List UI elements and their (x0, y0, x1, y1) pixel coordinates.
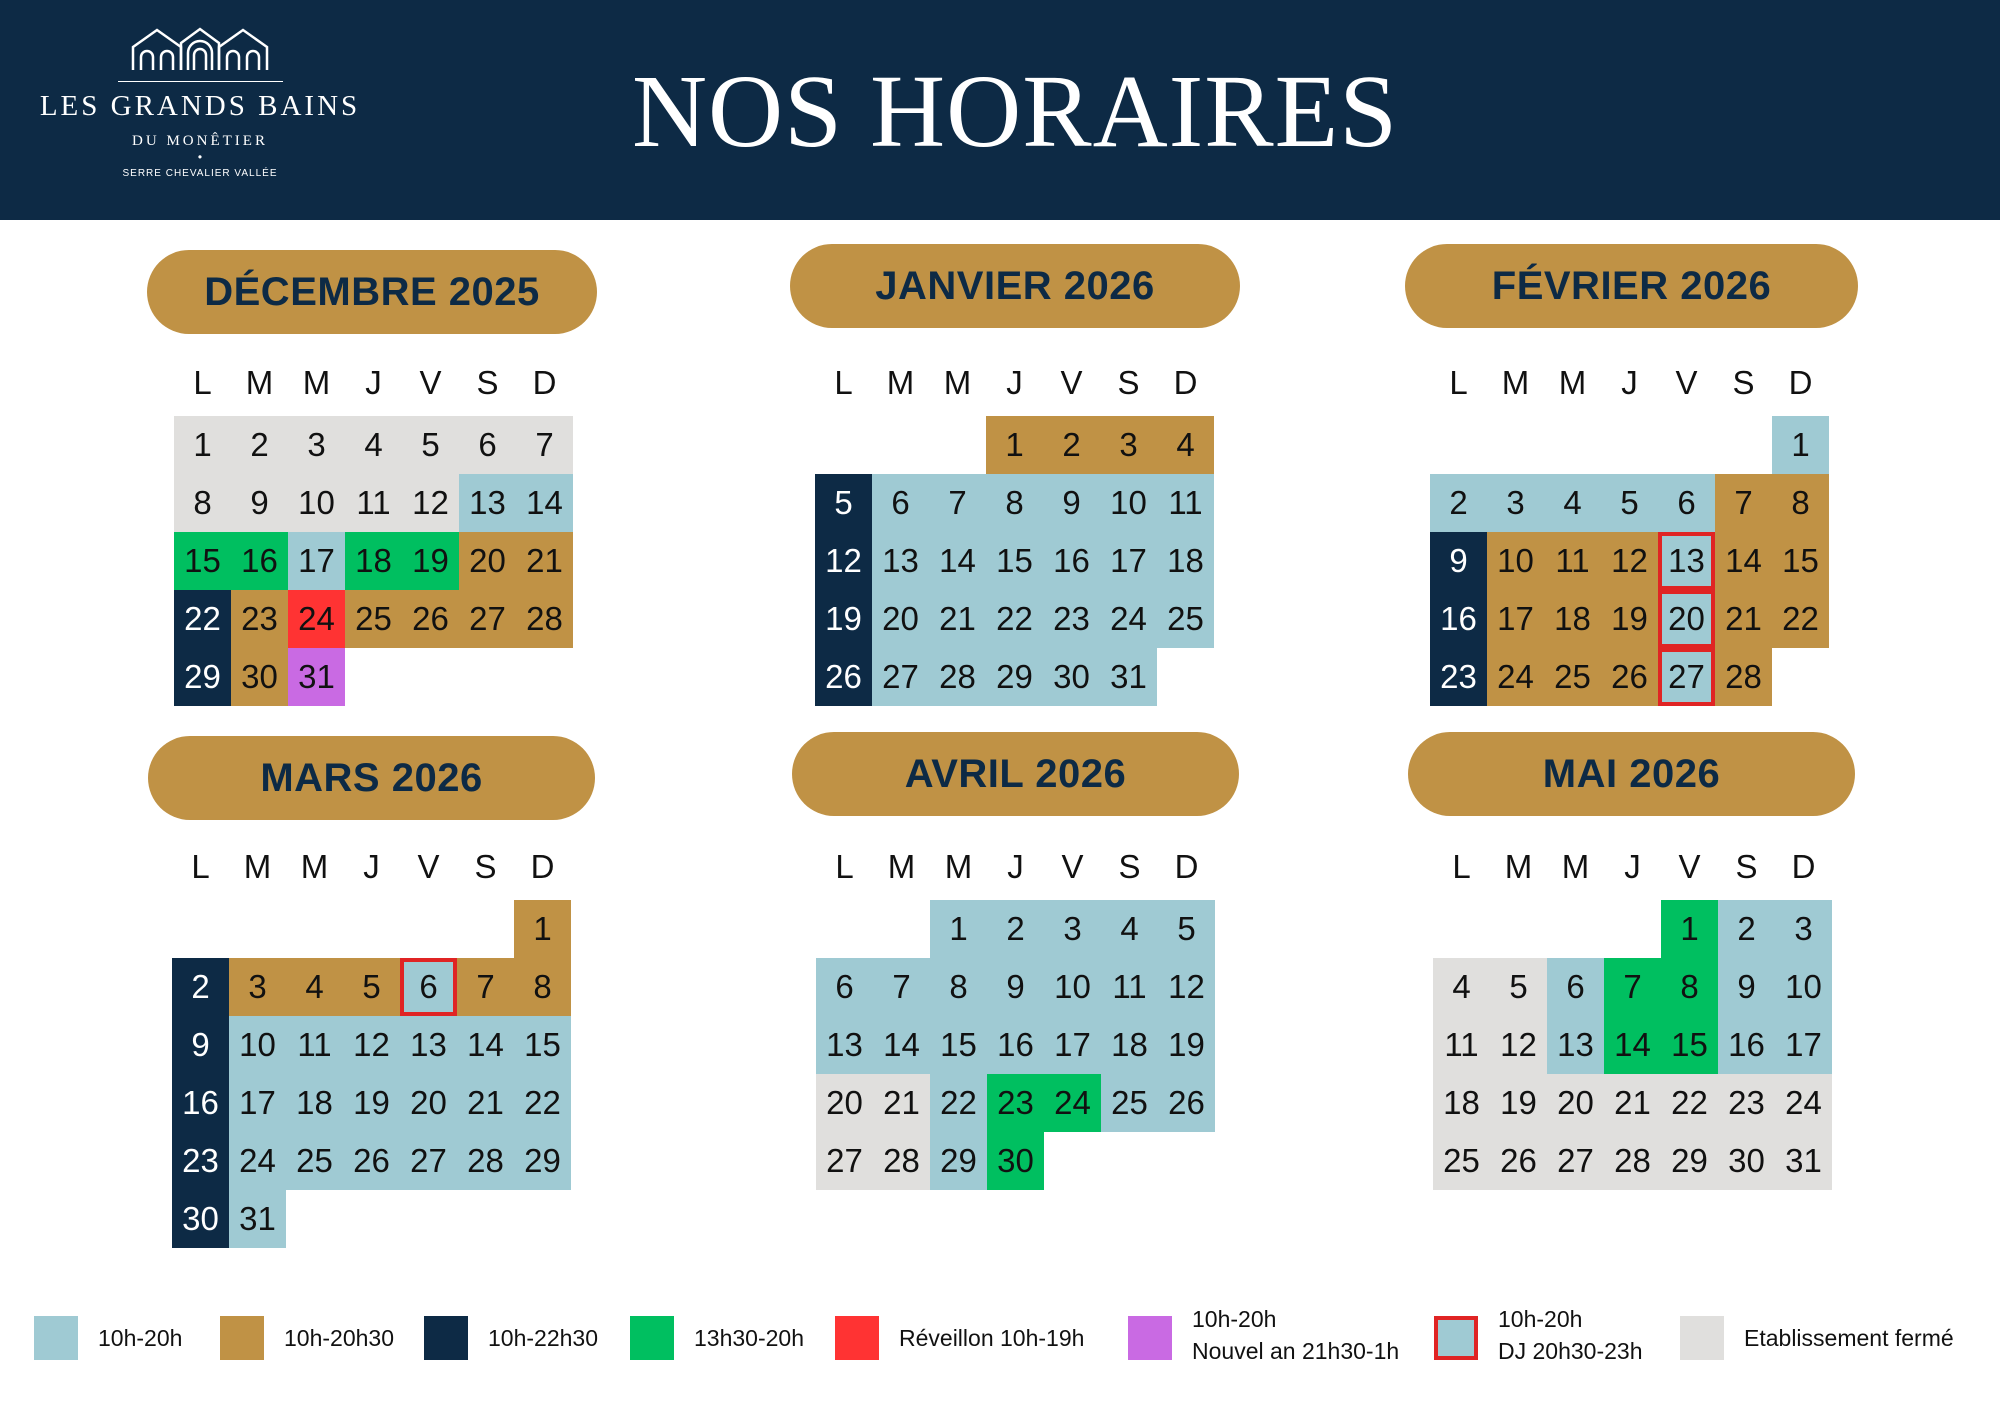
legend-swatch (220, 1316, 264, 1360)
day-cell: 5 (402, 416, 459, 474)
day-cell: 15 (1661, 1016, 1718, 1074)
day-cell: 22 (514, 1074, 571, 1132)
day-cell: 13 (1658, 532, 1715, 590)
day-cell: 2 (1430, 474, 1487, 532)
legend-label: 10h-20h30 (284, 1325, 394, 1351)
weekday-header: D (1788, 364, 1813, 401)
weekday-header: M (1561, 848, 1590, 885)
day-cell: 21 (1715, 590, 1772, 648)
day-cell: 16 (987, 1016, 1044, 1074)
day-cell: 31 (229, 1190, 286, 1248)
day-cell: 21 (516, 532, 573, 590)
day-cell: 4 (1101, 900, 1158, 958)
day-cell: 27 (872, 648, 929, 706)
legend-swatch (1128, 1316, 1172, 1360)
weekday-header: V (1678, 848, 1701, 885)
brand-logo (30, 25, 370, 205)
day-cell: 12 (343, 1016, 400, 1074)
day-cell: 14 (457, 1016, 514, 1074)
weekday-header: V (1061, 848, 1084, 885)
day-cell: 8 (930, 958, 987, 1016)
day-cell: 8 (986, 474, 1043, 532)
day-cell: 5 (1490, 958, 1547, 1016)
weekday-header: L (191, 848, 210, 885)
legend (0, 1300, 2000, 1390)
day-cell: 27 (816, 1132, 873, 1190)
weekday-header: M (1558, 364, 1587, 401)
day-cell: 16 (172, 1074, 229, 1132)
weekday-header: J (1006, 364, 1023, 401)
page-title: NOS HORAIRES (631, 54, 1399, 169)
day-cell: 6 (816, 958, 873, 1016)
day-cell: 25 (345, 590, 402, 648)
day-cell: 5 (343, 958, 400, 1016)
day-cell: 28 (929, 648, 986, 706)
weekday-header: S (1735, 848, 1758, 885)
day-cell: 9 (987, 958, 1044, 1016)
day-cell: 1 (986, 416, 1043, 474)
day-cell: 18 (1544, 590, 1601, 648)
day-cell: 23 (231, 590, 288, 648)
weekday-header: S (1118, 848, 1141, 885)
legend-label: 10h-20h (1192, 1306, 1277, 1332)
weekday-header: L (835, 848, 854, 885)
legend-label: 10h-20h (98, 1325, 183, 1351)
day-cell: 29 (174, 648, 231, 706)
weekday-header: J (365, 364, 382, 401)
day-cell: 12 (1158, 958, 1215, 1016)
day-cell: 3 (1044, 900, 1101, 958)
legend-label-detail: DJ 20h30-23h (1498, 1338, 1643, 1364)
brand-separator-dot: • (197, 150, 203, 164)
day-cell: 25 (1544, 648, 1601, 706)
day-cell: 31 (1100, 648, 1157, 706)
day-cell: 14 (929, 532, 986, 590)
weekday-header: J (1624, 848, 1641, 885)
day-cell: 1 (1772, 416, 1829, 474)
month-title: FÉVRIER 2026 (1405, 244, 1858, 328)
day-cell: 16 (1718, 1016, 1775, 1074)
day-cell: 17 (229, 1074, 286, 1132)
day-cell: 20 (1658, 590, 1715, 648)
day-cell: 28 (1715, 648, 1772, 706)
day-cell: 7 (516, 416, 573, 474)
day-cell: 6 (400, 958, 457, 1016)
day-cell: 10 (229, 1016, 286, 1074)
day-cell: 25 (1157, 590, 1214, 648)
day-cell: 22 (930, 1074, 987, 1132)
day-cell: 10 (288, 474, 345, 532)
day-cell: 13 (459, 474, 516, 532)
weekday-header: S (476, 364, 499, 401)
day-cell: 6 (872, 474, 929, 532)
day-cell: 3 (288, 416, 345, 474)
day-cell: 20 (1547, 1074, 1604, 1132)
bath-arches-icon (125, 25, 275, 75)
day-cell: 23 (1718, 1074, 1775, 1132)
brand-subtitle: DU MONÊTIER (132, 133, 268, 149)
brand-region: SERRE CHEVALIER VALLÉE (122, 168, 278, 179)
day-cell: 29 (1661, 1132, 1718, 1190)
weekday-header: D (532, 364, 557, 401)
day-cell: 27 (459, 590, 516, 648)
day-cell: 28 (516, 590, 573, 648)
day-cell: 23 (172, 1132, 229, 1190)
day-cell: 22 (986, 590, 1043, 648)
day-cell: 3 (1100, 416, 1157, 474)
day-cell: 14 (873, 1016, 930, 1074)
day-cell: 27 (400, 1132, 457, 1190)
day-cell: 27 (1658, 648, 1715, 706)
day-cell: 1 (930, 900, 987, 958)
day-cell: 16 (1043, 532, 1100, 590)
weekday-header: V (1675, 364, 1698, 401)
day-cell: 21 (457, 1074, 514, 1132)
day-cell: 15 (174, 532, 231, 590)
day-cell: 4 (1544, 474, 1601, 532)
weekday-header: D (1174, 848, 1199, 885)
day-cell: 24 (1487, 648, 1544, 706)
day-cell: 7 (1715, 474, 1772, 532)
day-cell: 18 (1101, 1016, 1158, 1074)
day-cell: 18 (345, 532, 402, 590)
weekday-header: D (1173, 364, 1198, 401)
day-cell: 19 (1490, 1074, 1547, 1132)
day-cell: 22 (174, 590, 231, 648)
weekday-header: J (363, 848, 380, 885)
day-cell: 18 (1433, 1074, 1490, 1132)
day-cell: 8 (1661, 958, 1718, 1016)
day-cell: 18 (286, 1074, 343, 1132)
day-cell: 17 (1487, 590, 1544, 648)
day-cell: 22 (1661, 1074, 1718, 1132)
day-cell: 19 (1601, 590, 1658, 648)
legend-label-detail: Nouvel an 21h30-1h (1192, 1338, 1400, 1364)
day-cell: 11 (286, 1016, 343, 1074)
day-cell: 5 (1601, 474, 1658, 532)
day-cell: 24 (1100, 590, 1157, 648)
day-cell: 15 (1772, 532, 1829, 590)
day-cell: 29 (986, 648, 1043, 706)
day-cell: 4 (1157, 416, 1214, 474)
day-cell: 23 (1043, 590, 1100, 648)
day-cell: 7 (1604, 958, 1661, 1016)
day-cell: 6 (1547, 958, 1604, 1016)
day-cell: 23 (987, 1074, 1044, 1132)
day-cell: 16 (1430, 590, 1487, 648)
day-cell: 4 (286, 958, 343, 1016)
day-cell: 26 (343, 1132, 400, 1190)
day-cell: 30 (1718, 1132, 1775, 1190)
day-cell: 19 (402, 532, 459, 590)
day-cell: 24 (1775, 1074, 1832, 1132)
weekday-header: L (193, 364, 212, 401)
legend-swatch (630, 1316, 674, 1360)
day-cell: 21 (1604, 1074, 1661, 1132)
day-cell: 13 (400, 1016, 457, 1074)
weekday-header: D (530, 848, 555, 885)
day-cell: 25 (286, 1132, 343, 1190)
day-cell: 24 (229, 1132, 286, 1190)
legend-swatch (424, 1316, 468, 1360)
weekday-header: M (886, 364, 915, 401)
day-cell: 26 (1490, 1132, 1547, 1190)
day-cell: 30 (987, 1132, 1044, 1190)
day-cell: 24 (288, 590, 345, 648)
day-cell: 26 (1601, 648, 1658, 706)
day-cell: 25 (1101, 1074, 1158, 1132)
day-cell: 5 (1158, 900, 1215, 958)
day-cell: 8 (174, 474, 231, 532)
legend-swatch (1680, 1316, 1724, 1360)
day-cell: 12 (1601, 532, 1658, 590)
day-cell: 18 (1157, 532, 1214, 590)
day-cell: 6 (1658, 474, 1715, 532)
day-cell: 8 (1772, 474, 1829, 532)
day-cell: 16 (231, 532, 288, 590)
month-title: JANVIER 2026 (790, 244, 1240, 328)
day-cell: 9 (1043, 474, 1100, 532)
day-cell: 11 (345, 474, 402, 532)
day-cell: 21 (929, 590, 986, 648)
day-cell: 20 (816, 1074, 873, 1132)
day-cell: 3 (1487, 474, 1544, 532)
day-cell: 14 (516, 474, 573, 532)
day-cell: 8 (514, 958, 571, 1016)
weekday-header: M (943, 364, 972, 401)
weekday-header: M (1501, 364, 1530, 401)
weekday-header: M (243, 848, 272, 885)
day-cell: 5 (815, 474, 872, 532)
weekday-header: V (417, 848, 440, 885)
weekday-header: M (245, 364, 274, 401)
weekday-header: M (887, 848, 916, 885)
day-cell: 17 (1775, 1016, 1832, 1074)
day-cell: 26 (815, 648, 872, 706)
weekday-header: J (1621, 364, 1638, 401)
day-cell: 2 (1043, 416, 1100, 474)
legend-label: Réveillon 10h-19h (899, 1325, 1085, 1351)
legend-label: 13h30-20h (694, 1325, 804, 1351)
weekday-header: M (1504, 848, 1533, 885)
legend-label: 10h-22h30 (488, 1325, 598, 1351)
day-cell: 10 (1044, 958, 1101, 1016)
day-cell: 17 (1044, 1016, 1101, 1074)
day-cell: 13 (816, 1016, 873, 1074)
day-cell: 13 (1547, 1016, 1604, 1074)
legend-swatch (835, 1316, 879, 1360)
weekday-header: M (944, 848, 973, 885)
legend-swatch (34, 1316, 78, 1360)
weekday-header: L (834, 364, 853, 401)
weekday-header: L (1449, 364, 1468, 401)
day-cell: 1 (514, 900, 571, 958)
weekday-header: J (1007, 848, 1024, 885)
day-cell: 9 (231, 474, 288, 532)
day-cell: 28 (457, 1132, 514, 1190)
weekday-header: M (300, 848, 329, 885)
legend-label: 10h-20h (1498, 1306, 1583, 1332)
day-cell: 4 (345, 416, 402, 474)
day-cell: 15 (930, 1016, 987, 1074)
day-cell: 3 (229, 958, 286, 1016)
day-cell: 11 (1433, 1016, 1490, 1074)
month-title: MARS 2026 (148, 736, 595, 820)
weekday-header: S (1117, 364, 1140, 401)
brand-name: LES GRANDS BAINS (39, 90, 361, 122)
legend-swatch (1434, 1316, 1478, 1360)
day-cell: 26 (1158, 1074, 1215, 1132)
day-cell: 30 (172, 1190, 229, 1248)
day-cell: 1 (174, 416, 231, 474)
weekday-header: M (302, 364, 331, 401)
day-cell: 2 (1718, 900, 1775, 958)
day-cell: 31 (288, 648, 345, 706)
day-cell: 9 (172, 1016, 229, 1074)
day-cell: 7 (457, 958, 514, 1016)
day-cell: 25 (1433, 1132, 1490, 1190)
day-cell: 9 (1718, 958, 1775, 1016)
day-cell: 11 (1157, 474, 1214, 532)
day-cell: 26 (402, 590, 459, 648)
day-cell: 29 (930, 1132, 987, 1190)
weekday-header: L (1452, 848, 1471, 885)
legend-label: Etablissement fermé (1744, 1325, 1954, 1351)
day-cell: 20 (400, 1074, 457, 1132)
day-cell: 31 (1775, 1132, 1832, 1190)
day-cell: 7 (873, 958, 930, 1016)
month-title: AVRIL 2026 (792, 732, 1239, 816)
day-cell: 15 (514, 1016, 571, 1074)
day-cell: 28 (873, 1132, 930, 1190)
day-cell: 14 (1604, 1016, 1661, 1074)
day-cell: 19 (1158, 1016, 1215, 1074)
day-cell: 19 (343, 1074, 400, 1132)
day-cell: 2 (172, 958, 229, 1016)
weekday-header: S (1732, 364, 1755, 401)
day-cell: 22 (1772, 590, 1829, 648)
day-cell: 2 (231, 416, 288, 474)
day-cell: 12 (402, 474, 459, 532)
day-cell: 4 (1433, 958, 1490, 1016)
day-cell: 7 (929, 474, 986, 532)
day-cell: 29 (514, 1132, 571, 1190)
month-title: MAI 2026 (1408, 732, 1855, 816)
day-cell: 20 (872, 590, 929, 648)
header-banner (0, 0, 2000, 220)
weekday-header: S (474, 848, 497, 885)
day-cell: 14 (1715, 532, 1772, 590)
weekday-header: V (1060, 364, 1083, 401)
day-cell: 11 (1544, 532, 1601, 590)
logo-divider (118, 81, 283, 82)
day-cell: 6 (459, 416, 516, 474)
day-cell: 12 (815, 532, 872, 590)
day-cell: 30 (231, 648, 288, 706)
day-cell: 10 (1775, 958, 1832, 1016)
day-cell: 1 (1661, 900, 1718, 958)
day-cell: 30 (1043, 648, 1100, 706)
day-cell: 20 (459, 532, 516, 590)
weekday-header: D (1791, 848, 1816, 885)
day-cell: 11 (1101, 958, 1158, 1016)
month-title: DÉCEMBRE 2025 (147, 250, 597, 334)
day-cell: 19 (815, 590, 872, 648)
weekday-header: V (419, 364, 442, 401)
day-cell: 12 (1490, 1016, 1547, 1074)
day-cell: 27 (1547, 1132, 1604, 1190)
day-cell: 13 (872, 532, 929, 590)
day-cell: 17 (1100, 532, 1157, 590)
day-cell: 2 (987, 900, 1044, 958)
day-cell: 23 (1430, 648, 1487, 706)
day-cell: 3 (1775, 900, 1832, 958)
day-cell: 10 (1100, 474, 1157, 532)
day-cell: 28 (1604, 1132, 1661, 1190)
day-cell: 9 (1430, 532, 1487, 590)
day-cell: 10 (1487, 532, 1544, 590)
day-cell: 15 (986, 532, 1043, 590)
day-cell: 24 (1044, 1074, 1101, 1132)
day-cell: 21 (873, 1074, 930, 1132)
day-cell: 17 (288, 532, 345, 590)
